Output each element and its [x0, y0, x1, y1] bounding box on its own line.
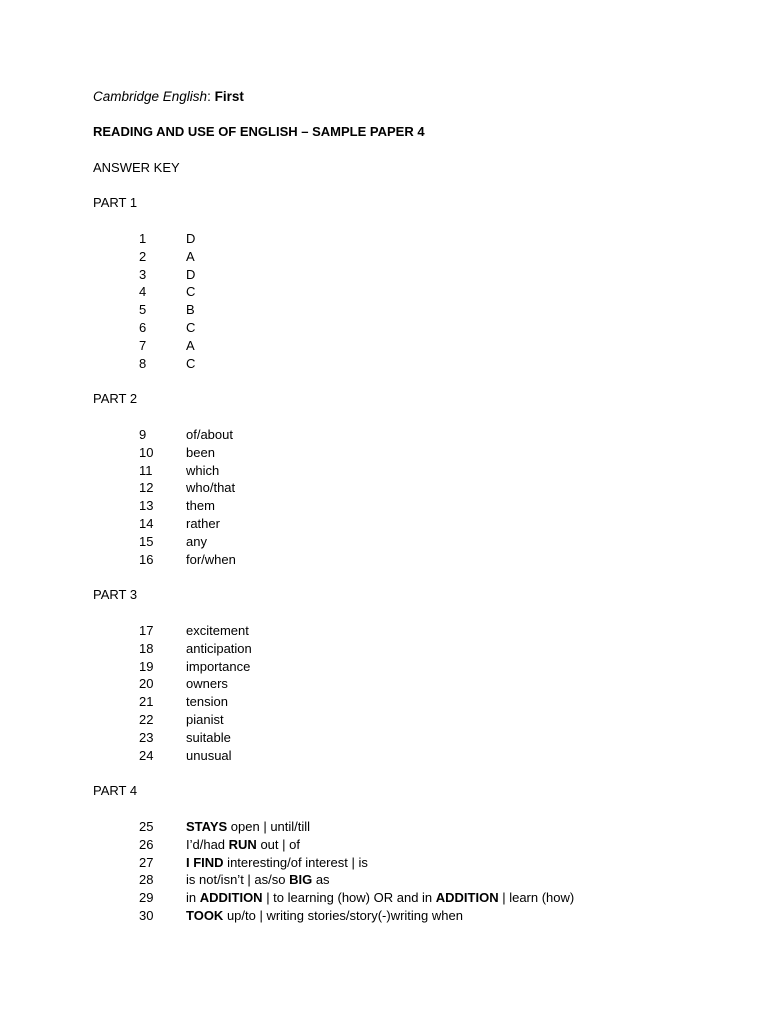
part-1-label: PART 1 — [93, 195, 138, 210]
answer-text: anticipation — [186, 640, 252, 656]
question-number: 24 — [139, 747, 154, 763]
question-number: 19 — [139, 658, 154, 674]
question-number: 9 — [139, 427, 147, 442]
question-number: 1 — [139, 231, 147, 246]
answer-segment: is not/isn’t | as/so — [186, 872, 290, 888]
answer-text: of/about — [186, 427, 233, 442]
question-number: 29 — [139, 890, 154, 906]
question-number: 21 — [139, 694, 154, 710]
answer-keyword: I FIND — [186, 854, 224, 870]
answer-text — [186, 871, 330, 889]
title-separator: : — [207, 89, 215, 104]
question-number: 28 — [139, 872, 154, 888]
question-number: 13 — [139, 498, 154, 514]
answer-text: any — [186, 533, 207, 549]
answer-text: D — [186, 231, 196, 246]
part-3-label: PART 3 — [93, 587, 138, 602]
title-bold: First — [214, 89, 244, 104]
question-number: 10 — [139, 444, 154, 460]
question-number: 20 — [139, 676, 154, 692]
answer-text: tension — [186, 694, 228, 710]
question-number: 15 — [139, 533, 154, 549]
part-2-label: PART 2 — [93, 391, 138, 406]
answer-segment: in — [186, 890, 200, 906]
answer-text: importance — [186, 658, 251, 674]
answer-segment: up/to | writing stories/story(-)writing when — [223, 907, 463, 923]
answer-text: excitement — [186, 623, 249, 638]
answer-text: B — [186, 302, 195, 318]
answer-segment: as — [312, 872, 330, 888]
answer-text: C — [186, 319, 196, 335]
question-number: 30 — [139, 907, 154, 923]
question-number: 2 — [139, 248, 147, 264]
paper-heading: READING AND USE OF ENGLISH – SAMPLE PAPER 4 — [93, 124, 425, 139]
answer-text — [186, 818, 310, 836]
question-number: 17 — [139, 623, 154, 638]
answer-text: been — [186, 444, 215, 460]
part-4-label: PART 4 — [93, 783, 138, 798]
answer-text: rather — [186, 515, 220, 531]
answer-text — [186, 889, 574, 907]
answer-text: owners — [186, 676, 228, 692]
answer-text: unusual — [186, 747, 232, 763]
answer-text: A — [186, 337, 195, 353]
question-number: 6 — [139, 319, 147, 335]
answer-text: C — [186, 284, 196, 300]
answer-text: for/when — [186, 551, 236, 567]
answer-segment: I’d/had — [186, 836, 229, 852]
answer-keyword: TOOK — [186, 907, 224, 923]
answer-segment: | learn (how) — [498, 890, 575, 906]
question-number: 18 — [139, 640, 154, 656]
answer-text: C — [186, 355, 196, 371]
question-number: 4 — [139, 284, 147, 300]
question-number: 23 — [139, 729, 154, 745]
answer-keyword: ADDITION — [199, 890, 263, 906]
answer-text — [186, 907, 463, 925]
answer-text: pianist — [186, 711, 224, 727]
question-number: 12 — [139, 480, 154, 496]
answer-text: suitable — [186, 729, 231, 745]
question-number: 7 — [139, 337, 147, 353]
answer-keyword: RUN — [228, 836, 257, 852]
answer-text — [186, 836, 300, 854]
question-number: 3 — [139, 266, 147, 282]
question-number: 16 — [139, 551, 154, 567]
answer-text: A — [186, 248, 195, 264]
answer-text: them — [186, 498, 215, 514]
document-title — [93, 88, 244, 106]
answer-text — [186, 854, 368, 872]
answer-keyword: ADDITION — [435, 890, 499, 906]
answer-segment: open | until/till — [227, 819, 311, 834]
question-number: 14 — [139, 515, 154, 531]
title-italic: Cambridge English — [93, 89, 208, 104]
answer-text: which — [186, 462, 220, 478]
question-number: 5 — [139, 302, 147, 318]
answer-segment: interesting/of interest | is — [223, 854, 368, 870]
answer-text: D — [186, 266, 196, 282]
answer-segment: out | of — [256, 836, 300, 852]
question-number: 27 — [139, 854, 154, 870]
answer-key-label: ANSWER KEY — [93, 160, 180, 175]
question-number: 8 — [139, 355, 147, 371]
question-number: 22 — [139, 711, 154, 727]
question-number: 26 — [139, 836, 154, 852]
answer-text: who/that — [186, 480, 236, 496]
answer-keyword: BIG — [289, 872, 313, 888]
answer-segment: | to learning (how) OR and in — [262, 890, 436, 906]
question-number: 11 — [139, 462, 153, 478]
question-number: 25 — [139, 819, 154, 834]
answer-keyword: STAYS — [186, 819, 228, 834]
